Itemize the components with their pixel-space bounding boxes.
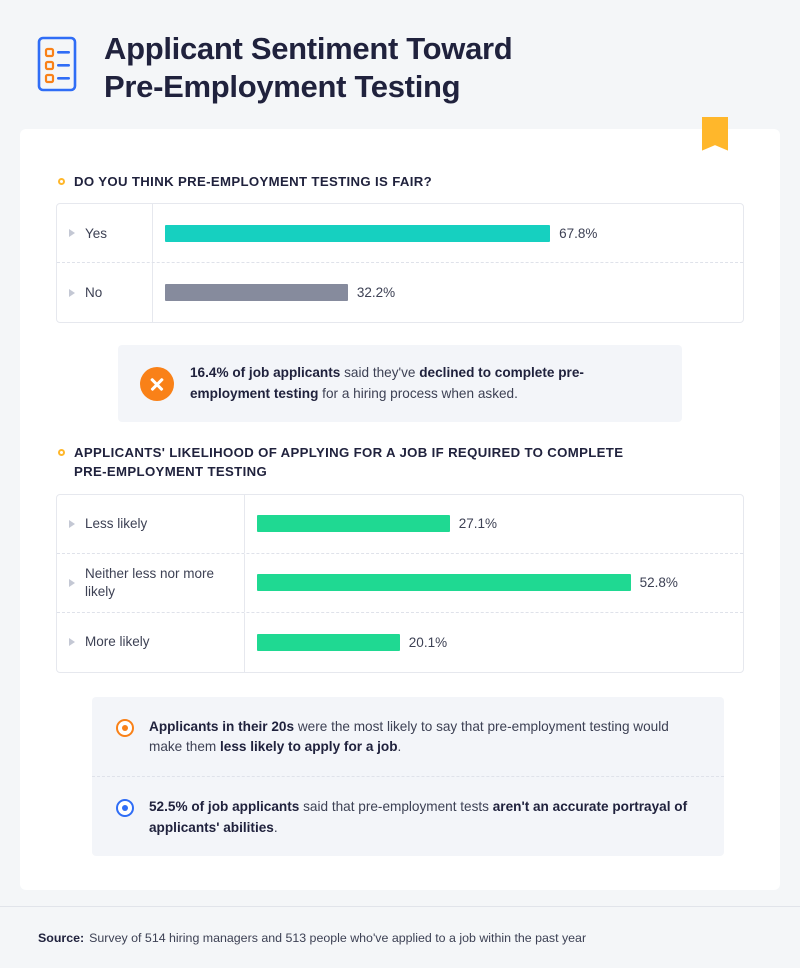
document-checklist-icon (36, 36, 82, 94)
callout-mid1: said they've (340, 365, 420, 381)
callout-text (190, 363, 660, 404)
table-row (57, 554, 743, 613)
bar-value-more-likely: 20.1% (408, 634, 448, 650)
radio-orange-icon (116, 719, 134, 737)
row-label-text: No (85, 285, 103, 301)
header (0, 0, 800, 106)
chart-likelihood (56, 494, 744, 673)
row-label-text: Yes (85, 225, 108, 241)
row-label-text: More likely (85, 634, 150, 650)
caret-right-icon (69, 229, 75, 237)
table-row (57, 263, 743, 322)
note-text (149, 797, 698, 838)
bar-more-likely (257, 634, 400, 651)
note-tail: . (273, 819, 278, 835)
callout-tail: for a hiring process when asked. (318, 385, 518, 401)
note-stat: 52.5% of job applicants (149, 798, 300, 814)
row-label (57, 495, 245, 553)
bar-less-likely (257, 515, 450, 532)
callout-emphasis: declined to complete pre-employment testing (190, 365, 584, 401)
caret-right-icon (69, 638, 75, 646)
note-text (149, 717, 698, 758)
section-title-line2: PRE-EMPLOYMENT TESTING (74, 463, 268, 479)
page-title (104, 30, 512, 106)
table-row (57, 613, 743, 672)
section-title-text: DO YOU THINK PRE-EMPLOYMENT TESTING IS FAIR? (74, 173, 433, 189)
source-label: Source: (38, 930, 85, 945)
note-item (92, 777, 724, 856)
bar-area (245, 574, 743, 591)
x-circle-icon (140, 367, 174, 401)
bar-no (165, 284, 348, 301)
row-label (57, 554, 245, 612)
row-label-text: Less likely (85, 515, 148, 531)
note-item (92, 697, 724, 777)
notes-panel (92, 697, 724, 857)
note-emphasis: aren't an accurate portrayal of applicants' abilities (149, 798, 688, 835)
bar-value-no: 32.2% (356, 285, 396, 301)
bar-area (245, 634, 743, 651)
section-heading-likelihood (58, 444, 744, 481)
note-mid: were the most likely to say that pre-employment testing would make them (149, 718, 669, 755)
bar-area (153, 225, 743, 242)
chart-fairness (56, 203, 744, 323)
bar-area (153, 284, 743, 301)
note-stat: Applicants in their 20s (149, 718, 295, 734)
content-card (20, 129, 780, 891)
callout-stat: 16.4% of job applicants (190, 365, 341, 381)
note-emphasis: less likely to apply for a job (220, 739, 398, 755)
caret-right-icon (69, 579, 75, 587)
note-tail: . (397, 739, 402, 755)
section-title-line1: APPLICANTS' LIKELIHOOD OF APPLYING FOR A JOB IF REQUIRED TO COMPLETE (74, 445, 624, 461)
bar-value-neither: 52.8% (639, 575, 678, 591)
row-label-text: Neither less nor more likely (85, 566, 215, 599)
source-text: Survey of 514 hiring managers and 513 people who've applied to a job within the past year (89, 930, 587, 945)
bar-neither (257, 574, 631, 591)
bullet-dot-icon (58, 449, 65, 456)
caret-right-icon (69, 289, 75, 297)
note-mid: said that pre-employment tests (299, 798, 493, 814)
section-heading-fairness (58, 173, 744, 192)
row-label (57, 204, 153, 262)
section-title-text (74, 444, 623, 481)
bookmark-icon (702, 117, 728, 151)
row-label (57, 613, 245, 672)
caret-right-icon (69, 520, 75, 528)
radio-blue-icon (116, 799, 134, 817)
bullet-dot-icon (58, 178, 65, 185)
table-row (57, 204, 743, 263)
bar-value-yes: 67.8% (559, 225, 598, 241)
footer-source (0, 906, 800, 968)
table-row (57, 495, 743, 554)
page-title-line1: Applicant Sentiment Toward (104, 31, 513, 66)
page-title-line2: Pre-Employment Testing (104, 68, 461, 104)
callout-declined-testing (118, 345, 682, 422)
bar-area (245, 515, 743, 532)
bar-yes (165, 225, 550, 242)
row-label (57, 263, 153, 322)
bar-value-less-likely: 27.1% (458, 516, 498, 532)
